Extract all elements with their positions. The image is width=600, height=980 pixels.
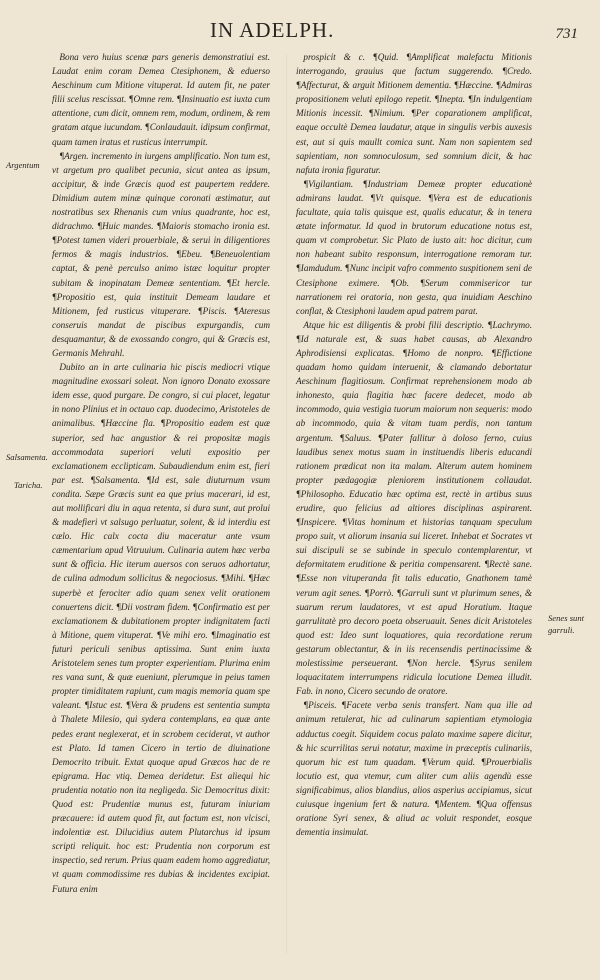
paragraph: ¶Pisceis. ¶Facete verba senis transfert. Nam qua ille ad animum retulerat, hic ad culinarum sapientiam etymologia adductus coegit. Siquidem cocus palato maxime sapere dicitur, & hic scurrilitas serui notatur, maxime in præceptis culinariis, quorum hic est tum quadam. ¶Verum quid. ¶Prouerbialis locutio est, qua vtemur, cum aliter cum aliis agendù esse significabimus, alios blandius, alios asperius accipiamus, sicut cuiusque ingenium fert & natura. ¶Mentem. ¶Qua offensus oratione Syri senex, & aliud ac voluit respondet, eosque dementia insimulat. xyxy=(296,700,532,838)
running-title: IN ADELPH. xyxy=(210,18,335,42)
margin-note-taricha: Taricha. xyxy=(14,480,43,490)
paragraph: ¶Vigilantiam. ¶Industriam Demeæ propter educationè admirans laudat. ¶Vt quisque. ¶Vera est de educationis facultate, quia talis quisque est, qualis educatur, & in tenera ætate informatur. Id quod in brutorum educatione notus est, quam vt comprobetur. Sic Plato de iusto ait: hoc dicitur, cum non habeant subito responsum, interrogatione remoram tur. ¶Iamdudum. ¶Nunc incipit vafro commento suspitionem seni de Ctesiphone eximere. ¶Ob. ¶Serum commisericor tur narrationem rei oratoria, non gesta, qua inuidiam Aeschino conflat, & Ctesiphoni laudem apud patrem parat. xyxy=(296,178,532,316)
paragraph: prospicit & c. ¶Quid. ¶Amplificat malefactu Mitionis interrogando, grauius que factum suggerendo. ¶Credo. ¶Affecturat, & arguit Mitionem dementia. ¶Hæccine. ¶Admiras propositionem veluti epilogo repetit. ¶Inepta. ¶In indulgentiam Mitionis incessit. ¶Nimium. ¶Per coparationem amplificat, eaque occultè Demea laudatur, atque in singulis verbis auxesis est, aut si quis maullt comica sunt. Nam non sapientem sed sapientiam, non somnoculosum, sed somnium dicit, & hac nafuta ironia figuratur. xyxy=(296,52,532,175)
margin-note-salsamenta: Salsamenta. xyxy=(6,452,48,462)
paragraph: Atque hic est diligentis & probi filii descriptio. ¶Lachrymo. ¶Id naturale est, & suas habet causas, ab Alexandro Aphrodisiensi explicatas. ¶Homo de nonpro. ¶Effictione quadam homo quidam interuenit, & clamando debortatur Aeschinum flagitiosum. Confirmat reprehensionem modo ab inhonesto, quia flagitia hæc facere dedecet, modo ab incommodo, quia vestigia tuorum maiorum non sequeris: modo ab incommodo, quia & vitam tuam perdis, non tantum argentum. ¶Saluus. ¶Pater fallitur à doloso ferno, cuius laudibus senex motus suam in instituendis liberis educandi rationem prædicat non ita malam. Alterum autem hominem propter pædagogiæ pleniorem institutionem collaudat. ¶Philosopho. Educatio hæc optima est, rectè in artibus suus erudire, quo felicius ad altiores disciplinas aspirarent. ¶Inspicere. ¶Vitas hominum et historias tanquam speculum propo suit, vt aliorum insania sui liceret. Inhebat et Socrates vt sui discipuli se se subinde in speculo contemplarentur, vt deformitatem eruditione & peritia compensarent. ¶Rectè sane. ¶Esse non vituperanda fit talis educatio, Gnathonem tamè verum agit senes. ¶Porrò. ¶Garruli sunt vt plurimum senes, & suarum rerum laudatores, vt est apud Horatium. Itaque garrulitatè pro decoro poeta obseruauit. Senes dicit Aristoteles quod est: Ideo sunt loquatiores, quia recordatione rerum gestarum oblectantur, & in iis recensendis pertinacissime & molestissime perseuerant. ¶Non hercle. ¶Syrus senilem loquacitatem interrumpens ridicula locutione Demea illudit. Fab. in nono, Cicero secundo de oratore. xyxy=(296,319,532,697)
margin-note-argentum: Argentum xyxy=(6,160,40,170)
paragraph: Bona vero huius scenæ pars generis demonstratiui est. Laudat enim coram Demea Ctesiphonem, & eduerso Aeschinum cum Mitione vituperat. Id autem fit, ne pater filii scelus rescissat. ¶Omne rem. ¶Insinuatio est iuxta cum attentione, cum dicit, omnem rem, modum, ordinem, & rem gratam atque iucundam. ¶Conlaudauit. idipsum confirmat, quam tamen iratus et rusticus interrumpit. xyxy=(52,52,270,147)
paragraph: ¶Argen. incremento in iurgens amplificatio. Non tum est, vt argetum pro qualibet pecunia, sicut antea as ipsum, accipitur, & inde Græcis quod est paupertem reddere. Dimidium autem minæ quinque coronati æstimatur, aut nostratibus sex Rhenanis cum vnius quadrante, hoc est, didrachmo. ¶Huic mandes. ¶Maioris stomacho ironia est. ¶Potest tamen videri prouerbiale, & serui in diligentiores fermos & magis industrios. ¶Ebeu. ¶Beneuolentiam captat, & penè perculso animo istæc loquitur propter subitam & inopinatam Demeæ sententiam. ¶Et hercle. ¶Propositio est, quia instituit Demeam laudare et Mitionem, fed rusticus vituperare. ¶Piscis. ¶Ateresus conseruis mandat de piscibus expurgandis, cum desquamantur, & de exossando congro, qui & Græcis est, Germanis Mehrahl. xyxy=(52,150,270,358)
column-gutter xyxy=(286,54,287,954)
right-column xyxy=(296,50,532,839)
margin-note-senes: Senes sunt garruli. xyxy=(548,613,585,635)
page-number: 731 xyxy=(555,26,578,42)
left-column xyxy=(52,50,270,896)
paragraph: Dubito an in arte culinaria hic piscis mediocri vtique magnitudine exossari soleat. Non ignoro Donato exossare idem esse, quod purgare. De congro, si cui placet, legatur in nono Plinius et in octauo cap. duodecimo, Aristoteles de animalibus. ¶Hæccine fla. ¶Propositio eadem est quæ superior, sed hac angustior & rei propositæ magis accommodata superiori veluti expositio per exclamationem ecclipticam. Subaudiendum enim est, fieri par est. ¶Salsamenta. ¶Id est, sale diuturnum vsum condita. Sæpe Græcis sunt ea que prius macerari, id est, aut mollificari diu in aqua retenta, si dura sunt, aut prolui & madefieri vt salsugo perluatur, solent, & id interdiu est cælo. Hic calx cocta diu maceratur ante vsum cæmentarium apud Vitruuium. Culinaria autem hæc verba sunt & officia. Hic iterum auersos con seruos adhortatur, de culina admodum sollicitus & negociosus. ¶Mihi. ¶Hæc superbè et ferociter adio quam senex velit orationem conuertens dicit. ¶Dii vostram fidem. ¶Confirmatio est per exclamationem & dubitationem propter indignitatem facti à Mitione, quem vituperat. ¶Ve mihi ero. ¶Imaginatio est futuri periculi senibus aptissima. Sunt enim iuxta Aristotelem senes tum propter experientiam. Plurima enim res vana sunt, & quæ eueniunt, plerumque in peius tamen propter timiditatem rapiunt, cum magis memoria quam spe valeant. ¶Istuc est. ¶Vera & prudens est sententia sumpta à Thalete Milesio, qui sydera contemplans, ea quæ ante pedes erant neglexerat, et in scrobem ceciderat, vt author est Plato. Id tamen Cicero in tertio de diuinatione Democrito tribuit. Extat quoque apud Græcos hac de re epigrama. Hac vtiq. Demea deridetur. Est aliequi hic prudentia notatio non ita negligeda. Sic Democritus dixit: Quod est: Prudentiæ munus est, futuram iniuriam præcauere: id autem quod fit, aut factum est, non vlcisci, indolentiæ est. Dilucidius autem Plutarchus id ipsum scripti reliquit. hoc est: Prudentia non corporum est inspectio, sed rerum. Prius quam eadem homo aggrediatur, vt quam commodissime res dubias & incidentes excipiat. Futura enim xyxy=(52,362,270,894)
